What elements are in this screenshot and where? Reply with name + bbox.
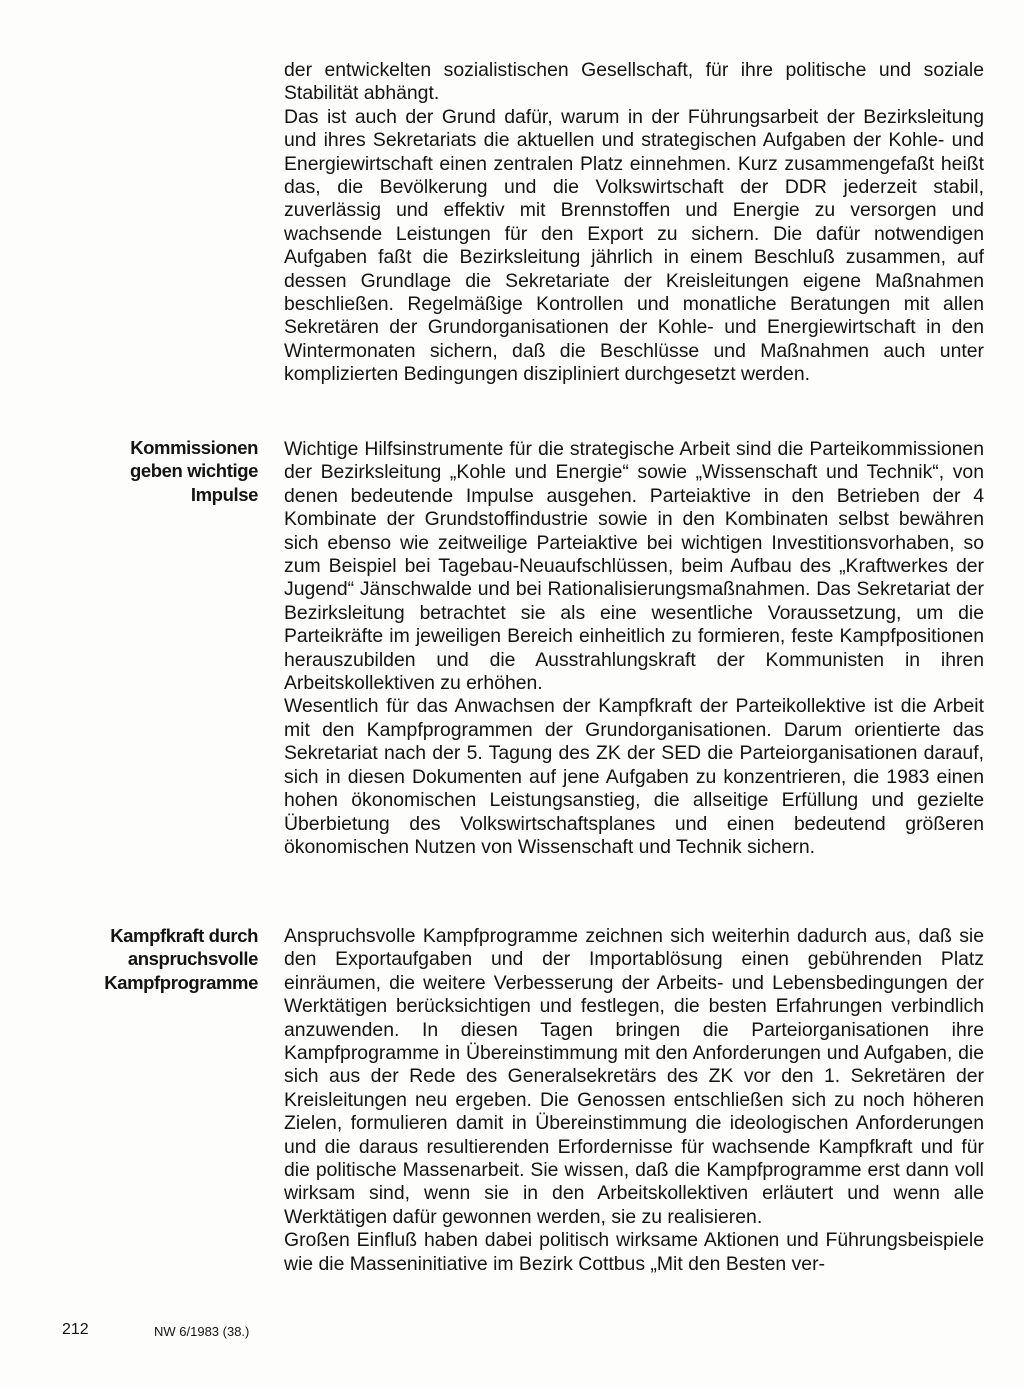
issue-reference: NW 6/1983 (38.) [154, 1324, 250, 1339]
margin-heading-kampfkraft [58, 924, 258, 994]
text-block-1 [284, 59, 984, 387]
margin-heading-line: geben wichtige [129, 460, 258, 482]
paragraph: Wesentlich für das Anwachsen der Kampfkraft der Parteikollektive ist die Arbeit mit den Kampfprogrammen der Grundorganisationen. Darum orientierte das Sekretariat nach der 5. Tagung des ZK der SED die Parteiorganisationen darauf, sich in diesen Dokumenten auf jene Aufgaben zu konzentrieren, die 1983 einen hohen ökonomischen Leistungsanstieg, die allseitige Erfüllung und gezielte Überbietung des Volkswirtschaftsplanes und einen bedeutend größeren ökonomischen Nutzen von Wissenschaft und Technik sichern. [284, 695, 984, 858]
text-block-3 [284, 925, 984, 1276]
paragraph: der entwickelten sozialistischen Gesellschaft, für ihre politische und soziale Stabilität abhängt. [284, 59, 984, 105]
margin-heading-line: Kommissionen [130, 437, 258, 458]
paragraph: Großen Einfluß haben dabei politisch wirksame Aktionen und Führungsbeispiele wie die Masseninitiative im Bezirk Cottbus „Mit den Besten ver- [284, 1229, 984, 1275]
paragraph: Wichtige Hilfsinstrumente für die strategische Arbeit sind die Parteikommissionen der Bezirksleitung „Kohle und Energie“ sowie „Wissenschaft und Technik“, von denen bedeutende Impulse ausgehen. Parteiaktive in den Betrieben der 4 Kombinate der Grundstoffindustrie sowie in den Kombinaten selbst bewähren sich ebenso wie zeitweilige Parteiaktive bei wichtigen Investitionsvorhaben, so zum Beispiel bei Tagebau-Neuaufschlüssen, beim Aufbau des „Kraftwerkes der Jugend“ Jänschwalde und bei Rationalisierungsmaßnahmen. Das Sekretariat der Bezirksleitung betrachtet sie als eine wesentliche Voraussetzung, um die Parteikräfte im jeweiligen Bereich einheitlich zu formieren, feste Kampfpositionen herauszubilden und die Ausstrahlungskraft der Kommunisten in ihren Arbeitskollektiven zu erhöhen. [284, 438, 984, 695]
margin-heading-line: Impulse [190, 483, 258, 505]
margin-heading-line: Kampfkraft durch [110, 925, 258, 946]
text-block-2 [284, 438, 984, 859]
margin-heading-line: Kampfprogramme [104, 971, 258, 993]
margin-heading-kommissionen [58, 436, 258, 506]
margin-heading-line: anspruchsvolle [127, 948, 258, 970]
page-number: 212 [62, 1321, 89, 1338]
paragraph: Anspruchsvolle Kampfprogramme zeichnen sich weiterhin dadurch aus, daß sie den Exportaufgaben und der Importablösung einen gebührenden Platz einräumen, die weitere Verbesserung der Arbeits- und Lebensbedingungen der Werktätigen berücksichtigen und festlegen, die besten Erfahrungen verbindlich anzuwenden. In diesen Tagen bringen die Parteiorganisationen ihre Kampfprogramme in Übereinstimmung mit den Anforderungen und Aufgaben, die sich aus der Rede des Generalsekretärs des ZK vor den 1. Sekretären der Kreisleitungen neu ergeben. Die Genossen entschließen sich zu noch höheren Zielen, formulieren damit in Übereinstimmung die ideologischen Anforderungen und die daraus resultierenden Erfordernisse für wachsende Kampfkraft und für die politische Massenarbeit. Sie wissen, daß die Kampfprogramme erst dann voll wirksam sind, wenn sie in den Arbeitskollektiven erläutert und wenn alle Werktätigen dafür gewonnen werden, sie zu realisieren. [284, 925, 984, 1228]
paragraph: Das ist auch der Grund dafür, warum in der Führungsarbeit der Bezirksleitung und ihres Sekretariats die aktuellen und strategischen Aufgaben der Kohle- und Energiewirtschaft einen zentralen Platz einnehmen. Kurz zusammengefaßt heißt das, die Bevölkerung und die Volkswirtschaft der DDR jederzeit stabil, zuverlässig und effektiv mit Brennstoffen und Energie zu versorgen und wachsende Leistungen für den Export zu sichern. Die dafür notwendigen Aufgaben faßt die Bezirksleitung jährlich in einem Beschluß zusammen, auf dessen Grundlage die Sekretariate der Kreisleitungen eigene Maßnahmen beschließen. Regelmäßige Kontrollen und monatliche Beratungen mit allen Sekretären der Grundorganisationen der Kohle- und Energiewirtschaft in den Wintermonaten sichern, daß die Beschlüsse und Maßnahmen auch unter komplizierten Bedingungen diszipliniert durchgesetzt werden. [284, 105, 984, 386]
